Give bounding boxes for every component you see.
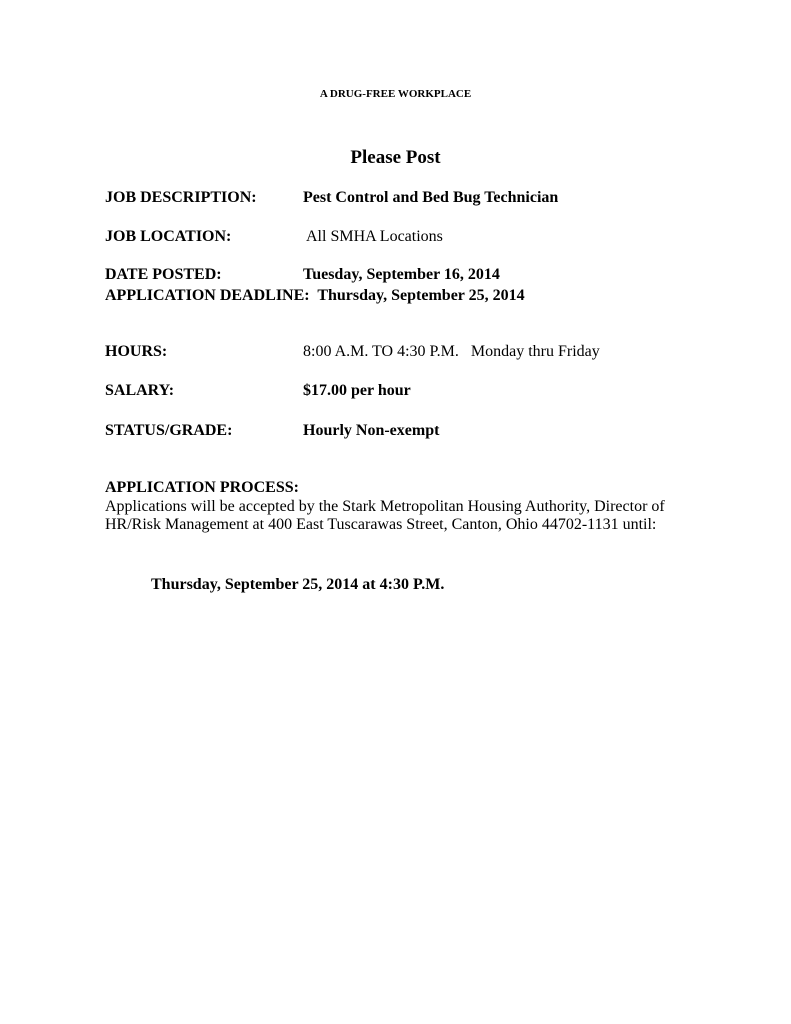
salary-label: SALARY: [105, 382, 175, 399]
status-grade-label: STATUS/GRADE: [105, 422, 233, 439]
job-description-value: Pest Control and Bed Bug Technician [303, 189, 559, 206]
date-posted-value: Tuesday, September 16, 2014 [303, 266, 500, 283]
application-deadline-final: Thursday, September 25, 2014 at 4:30 P.M. [151, 576, 445, 593]
job-description-label: JOB DESCRIPTION: [105, 189, 257, 206]
application-process-heading: APPLICATION PROCESS: [105, 479, 299, 496]
job-location-label: JOB LOCATION: [105, 228, 232, 245]
hours-label: HOURS: [105, 343, 168, 360]
salary-value: $17.00 per hour [303, 382, 411, 399]
date-posted-label: DATE POSTED: [105, 266, 222, 283]
application-deadline-line: APPLICATION DEADLINE: Thursday, September 25, 2014 [105, 287, 525, 304]
hours-value: 8:00 A.M. TO 4:30 P.M. Monday thru Friday [303, 343, 600, 360]
job-location-value: All SMHA Locations [306, 228, 443, 245]
page-title: Please Post [350, 147, 441, 168]
application-process-body: Applications will be accepted by the Stark Metropolitan Housing Authority, Director of HR/Risk Management at 400 East Tuscarawas Street, Canton, Ohio 44702-1131 until: [105, 498, 665, 533]
drug-free-workplace-notice: A DRUG-FREE WORKPLACE [319, 88, 472, 100]
status-grade-value: Hourly Non-exempt [303, 422, 440, 439]
